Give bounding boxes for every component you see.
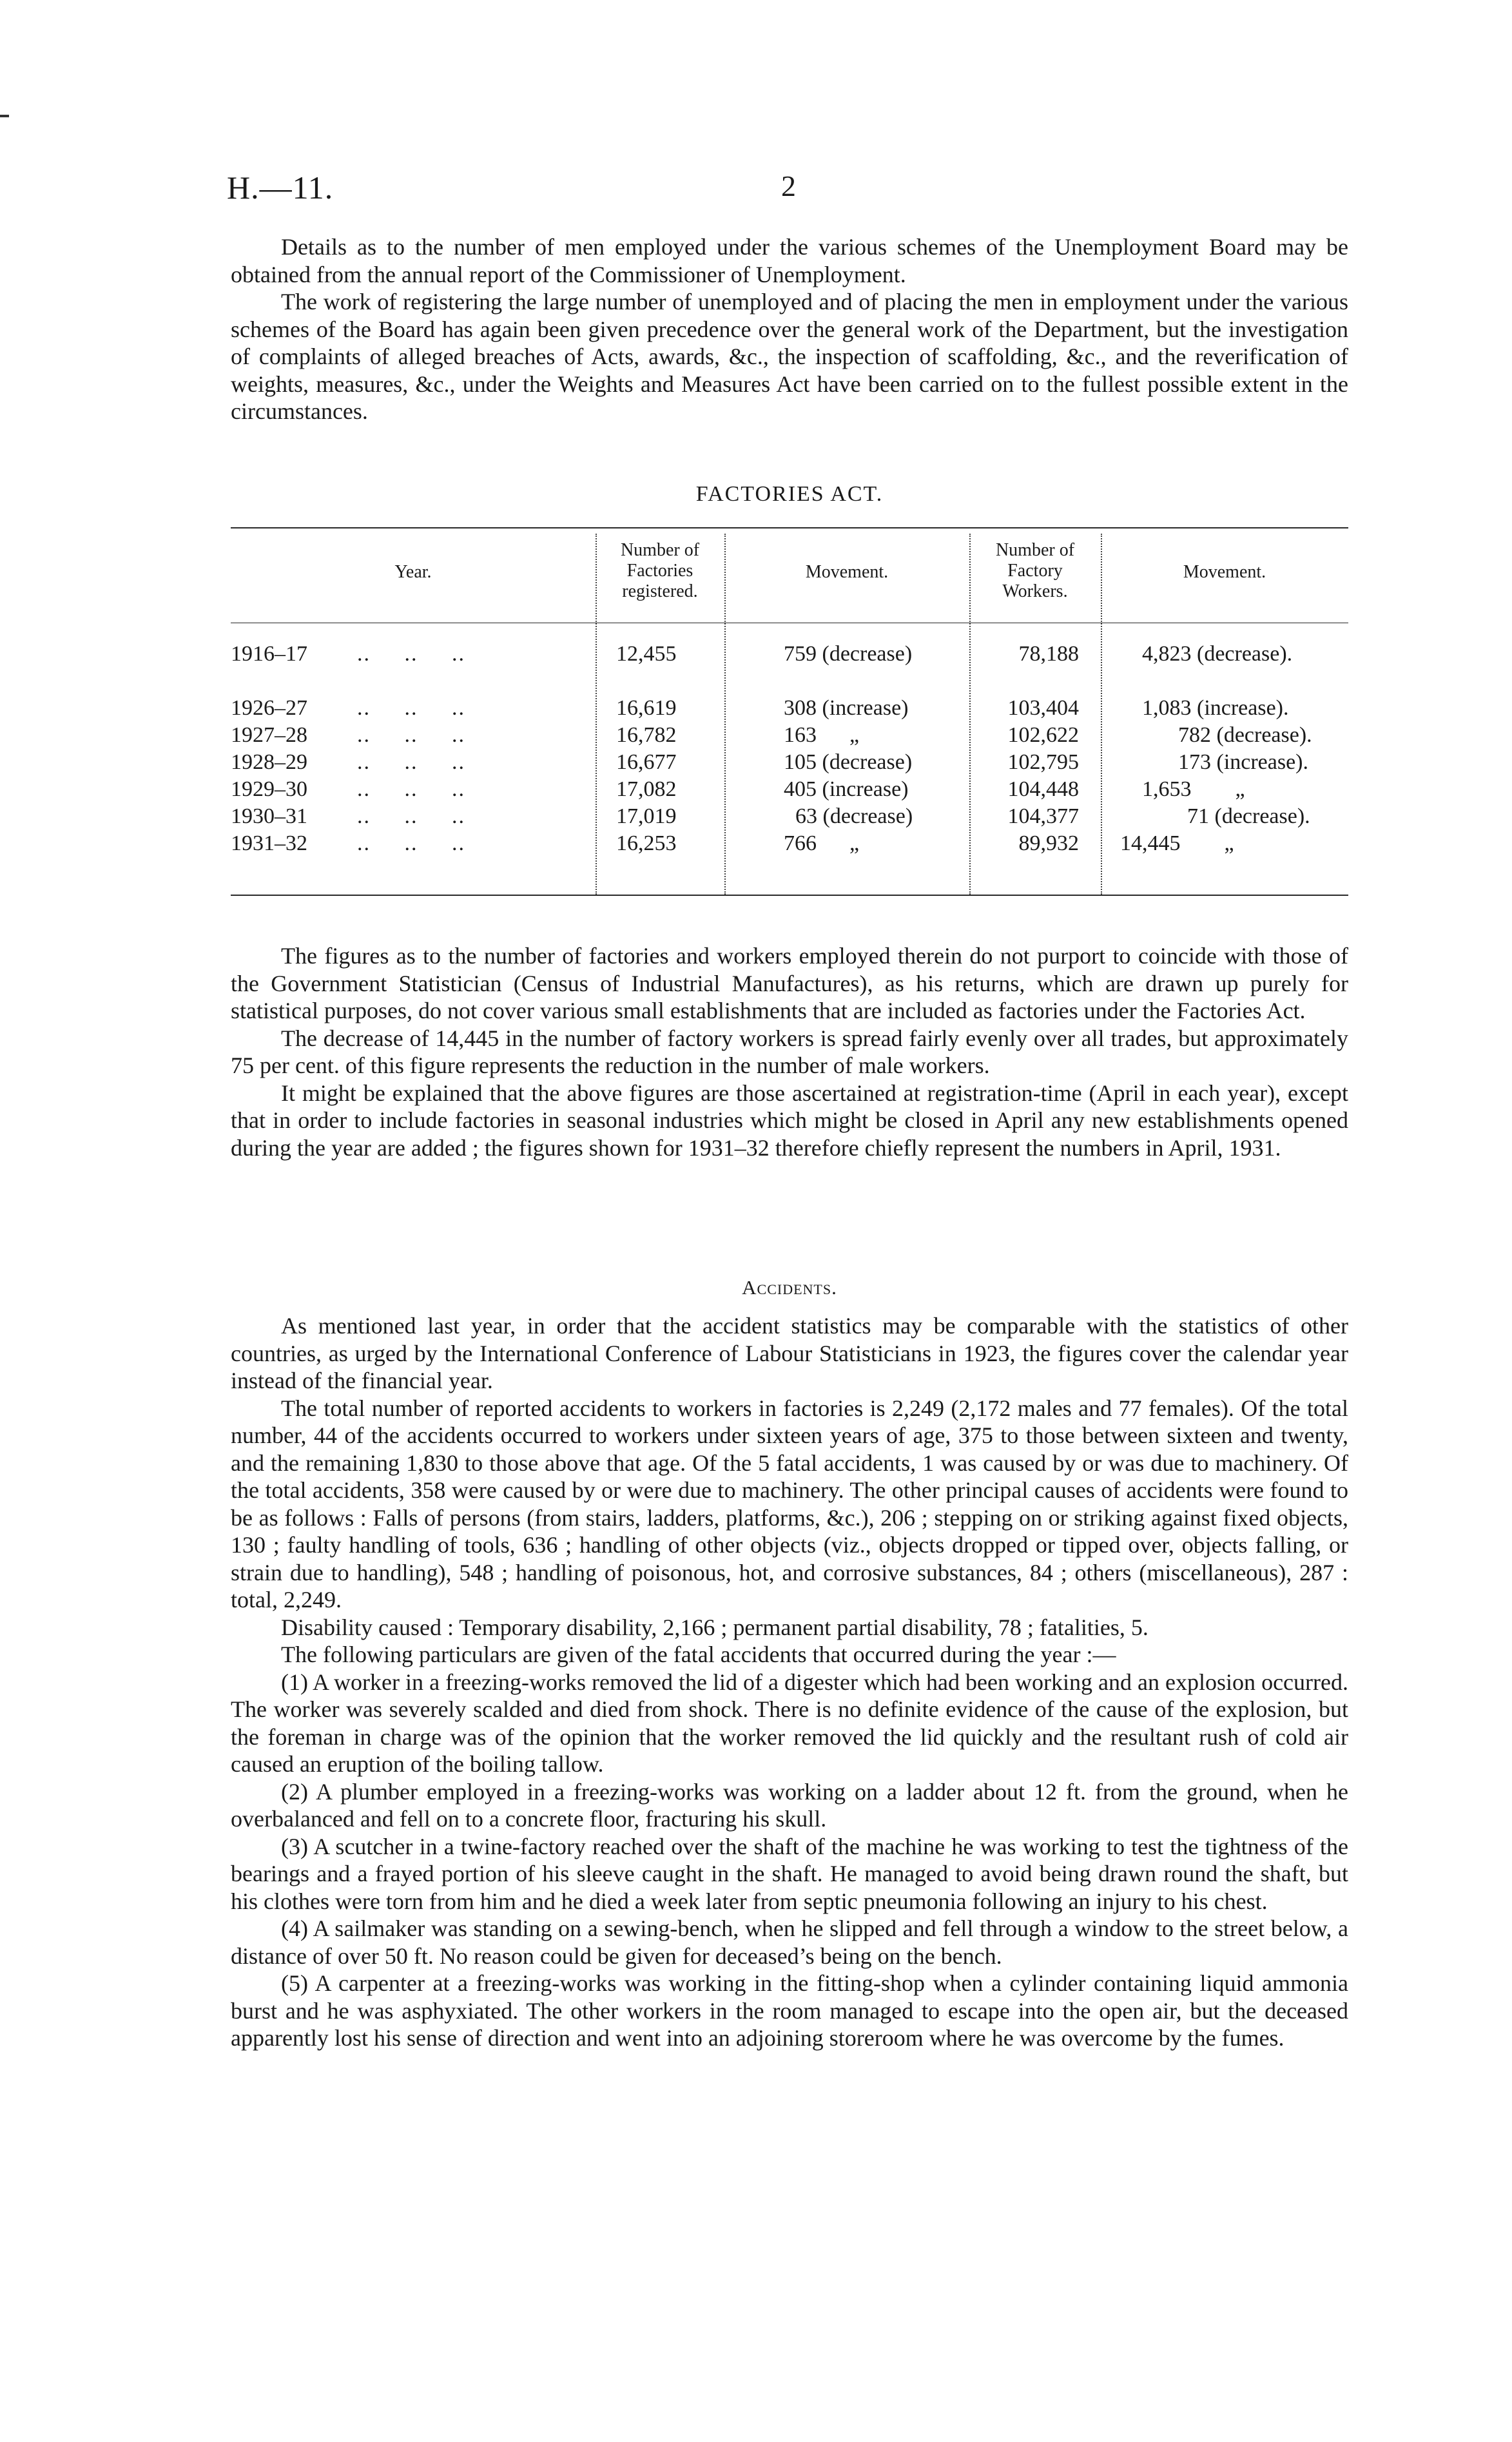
workers-cell: 104,448 bbox=[1007, 777, 1079, 801]
leader-dots: .. .. .. bbox=[357, 723, 465, 747]
header-year: Year. bbox=[394, 562, 432, 582]
leader-dots: .. .. .. bbox=[357, 750, 465, 774]
workers-cell: 89,932 bbox=[1018, 831, 1079, 855]
leader-dots: .. .. .. bbox=[357, 696, 465, 720]
paragraph: The following particulars are given of the fatal accidents that occurred during the year :— bbox=[281, 1642, 1116, 1667]
leader-dots: .. .. .. bbox=[357, 642, 465, 666]
paragraph: The work of registering the large number of unemployed and of placing the men in employment under the various schemes of the Board has again been given precedence over the general work of the Department, but the investigation of complaints of alleged breaches of Acts, awards, &c., the inspection of scaffolding, &c., and the reverification of weights, measures, &c., under the Weights and Measures Act have been carried on to the fullest possible extent in the circumstances. bbox=[231, 289, 1348, 424]
paragraph: (2) A plumber employed in a freezing-works was working on a ladder about 12 ft. from the ground, when he overbalanced and fell on to a concrete floor, fracturing his skull. bbox=[231, 1778, 1348, 1832]
movement-cell: 163 „ bbox=[784, 723, 860, 747]
year-cell: 1926–27 bbox=[231, 696, 307, 720]
paragraph: Disability caused : Temporary disability, 2,166 ; permanent partial disability, 78 ; fatalities, 5. bbox=[281, 1614, 1149, 1640]
movement-cell: 14,445 „ bbox=[1120, 831, 1234, 855]
paragraph: Details as to the number of men employed under the various schemes of the Unemployment Board may be obtained from the annual report of the Commissioner of Unemployment. bbox=[231, 234, 1348, 287]
factories-cell: 12,455 bbox=[616, 642, 677, 666]
table-top-rule bbox=[231, 527, 1348, 528]
paragraph: The total number of reported accidents to workers in factories is 2,249 (2,172 males and 77 females). Of the total number, 44 of the accidents occurred to workers under sixteen years of age, 375 to those between sixteen and twenty, and the remaining 1,830 to those above that age. Of the 5 fatal accidents, 1 was caused by or was due to machinery. Of the total accidents, 358 were caused by or were due to machinery. The other principal causes of accidents were found to be as follows : Falls of persons (from stairs, ladders, platforms, &c.), 206 ; stepping on or striking against fixed objects, 130 ; faulty handling of tools, 636 ; handling of other objects (viz., objects dropped or tipped over, objects falling, or strain due to handling), 548 ; handling of poisonous, hot, and corrosive substances, 84 ; others (miscellaneous), 287 : total, 2,249. bbox=[231, 1395, 1348, 1613]
factories-cell: 16,677 bbox=[616, 750, 677, 774]
movement-cell: 759 (decrease) bbox=[784, 642, 913, 666]
movement-cell: 63 (decrease) bbox=[795, 804, 913, 828]
table-bottom-rule bbox=[231, 895, 1348, 896]
leader-dots: .. .. .. bbox=[357, 831, 465, 855]
workers-cell: 102,622 bbox=[1007, 723, 1079, 747]
movement-cell: 1,083 (increase). bbox=[1142, 696, 1289, 720]
accidents-section bbox=[231, 1312, 1348, 2052]
workers-cell: 103,404 bbox=[1007, 696, 1079, 720]
movement-cell: 405 (increase) bbox=[784, 777, 909, 801]
movement-cell: 71 (decrease). bbox=[1187, 804, 1310, 828]
workers-cell: 102,795 bbox=[1007, 750, 1079, 774]
year-cell: 1931–32 bbox=[231, 831, 307, 855]
movement-cell: 1,653 „ bbox=[1142, 777, 1245, 801]
header-factories: Number of Factories registered. bbox=[620, 540, 700, 601]
paragraph: As mentioned last year, in order that the accident statistics may be comparable with the statistics of other countries, as urged by the International Conference of Labour Statisticians in 1923, the figures cover the calendar year instead of the financial year. bbox=[231, 1313, 1348, 1393]
factories-cell: 16,782 bbox=[616, 723, 677, 747]
paragraph: (1) A worker in a freezing-works removed the lid of a digester which had been working and an explosion occurred. The worker was severely scalded and died from shock. There is no definite evidence of the cause of the explosion, but the foreman in charge was of the opinion that the worker removed the lid quickly and the resultant rush of cold air caused an eruption of the boiling tallow. bbox=[231, 1669, 1348, 1777]
workers-cell: 104,377 bbox=[1007, 804, 1079, 828]
leader-dots: .. .. .. bbox=[357, 777, 465, 801]
paragraph: It might be explained that the above figures are those ascertained at registration-time (April in each year), except that in order to include factories in seasonal industries which might be closed in April any new establishments opened during the year are added ; the figures shown for 1931–32 therefore chiefly represent the numbers in April, 1931. bbox=[231, 1080, 1348, 1161]
paragraph: The decrease of 14,445 in the number of factory workers is spread fairly evenly over all trades, but approximately 75 per cent. of this figure represents the reduction in the number of male workers. bbox=[231, 1025, 1348, 1078]
factories-cell: 16,253 bbox=[616, 831, 677, 855]
factories-notes-section bbox=[231, 942, 1348, 1161]
movement-cell: 766 „ bbox=[784, 831, 860, 855]
paragraph: (5) A carpenter at a freezing-works was working in the fitting-shop when a cylinder containing liquid ammonia burst and he was asphyxiated. The other workers in the room managed to escape into the open air, but the deceased apparently lost his sense of direction and went into an adjoining storeroom where he was overcome by the fumes. bbox=[231, 1970, 1348, 2051]
factories-cell: 17,082 bbox=[616, 777, 677, 801]
accidents-heading: Accidents. bbox=[742, 1276, 837, 1299]
margin-mark bbox=[0, 115, 9, 117]
header-workers: Number of Factory Workers. bbox=[995, 540, 1075, 601]
document-reference: H.—11. bbox=[227, 170, 334, 206]
paragraph: The figures as to the number of factories and workers employed therein do not purport to coincide with those of the Government Statistician (Census of Industrial Manufactures), as his returns, which are drawn up purely for statistical purposes, do not cover various small establishments that are included as factories under the Factories Act. bbox=[231, 943, 1348, 1023]
header-movement: Movement. bbox=[805, 562, 889, 582]
year-cell: 1927–28 bbox=[231, 723, 307, 747]
header-movement: Movement. bbox=[1183, 562, 1266, 582]
year-cell: 1930–31 bbox=[231, 804, 307, 828]
movement-cell: 308 (increase) bbox=[784, 696, 909, 720]
factories-cell: 17,019 bbox=[616, 804, 677, 828]
factories-table bbox=[231, 527, 1348, 907]
year-cell: 1928–29 bbox=[231, 750, 307, 774]
column-divider bbox=[724, 534, 726, 895]
column-divider bbox=[1101, 534, 1102, 895]
movement-cell: 105 (decrease) bbox=[784, 750, 913, 774]
factories-act-heading: FACTORIES ACT. bbox=[695, 482, 884, 506]
intro-section bbox=[231, 233, 1348, 425]
movement-cell: 173 (increase). bbox=[1178, 750, 1309, 774]
leader-dots: .. .. .. bbox=[357, 804, 465, 828]
paragraph: (3) A scutcher in a twine-factory reached over the shaft of the machine he was working to test the tightness of the bearings and a frayed portion of his sleeve caught in the shaft. He managed to avoid being drawn round the shaft, but his clothes were torn from him and he died a week later from septic pneumonia following an injury to his chest. bbox=[231, 1833, 1348, 1914]
movement-cell: 782 (decrease). bbox=[1178, 723, 1312, 747]
factories-cell: 16,619 bbox=[616, 696, 677, 720]
year-cell: 1929–30 bbox=[231, 777, 307, 801]
workers-cell: 78,188 bbox=[1018, 642, 1079, 666]
paragraph: (4) A sailmaker was standing on a sewing-bench, when he slipped and fell through a window to the street below, a distance of over 50 ft. No reason could be given for deceased’s being on the bench. bbox=[231, 1915, 1348, 1969]
page-number: 2 bbox=[781, 170, 796, 202]
movement-cell: 4,823 (decrease). bbox=[1142, 642, 1293, 666]
year-cell: 1916–17 bbox=[231, 642, 307, 666]
